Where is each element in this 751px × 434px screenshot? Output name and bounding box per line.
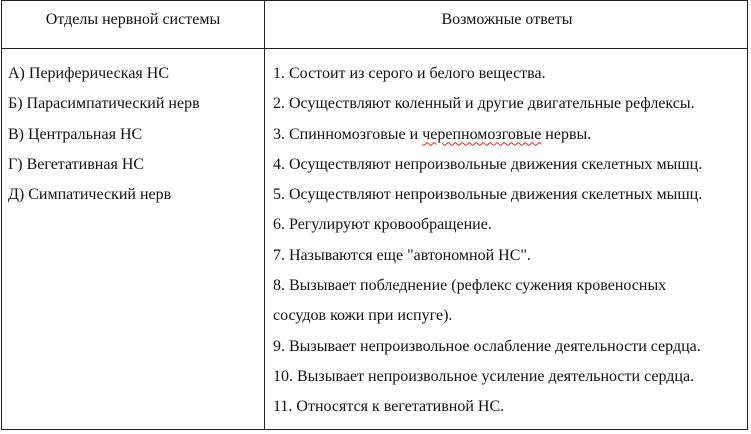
answer-item: 10. Вызывает непроизвольное усиление деятельности сердца. <box>273 367 695 385</box>
answer-item: 8. Вызывает побледнение (рефлекс сужения кровеносных сосудов кожи при испуге). <box>273 277 667 325</box>
header-sections: Отделы нервной системы <box>45 11 221 28</box>
spellcheck-word: черепномозговые <box>422 125 542 143</box>
answer-item: 4. Осуществляют непроизвольные движения скелетных мышц. <box>273 155 703 173</box>
answer-item <box>273 120 713 150</box>
matching-table <box>1 0 748 430</box>
answer-item: 11. Относятся к вегетативной НС. <box>273 398 505 416</box>
answer-item: 5. Осуществляют непроизвольные движения скелетных мышц. <box>273 186 703 204</box>
answer-item: 2. Осуществляют коленный и другие двигательные рефлексы. <box>273 95 695 113</box>
section-item: Д) Симпатический нерв <box>8 186 172 204</box>
answer-text: 3. Спинномозговые и <box>273 125 419 143</box>
answer-text: нервы. <box>545 125 592 143</box>
answer-item: 9. Вызывает непроизвольное ослабление деятельности сердца. <box>273 337 701 355</box>
answer-item: 6. Регулируют кровообращение. <box>273 216 492 234</box>
answer-item: 1. Состоит из серого и белого вещества. <box>273 65 546 82</box>
section-item: Б) Парасимпатический нерв <box>8 95 200 113</box>
column-divider <box>264 1 265 429</box>
answer-item: 7. Называются еще "автономной НС". <box>273 246 531 264</box>
section-item: В) Центральная НС <box>8 125 143 143</box>
header-answers: Возможные ответы <box>441 11 573 28</box>
answers-list <box>273 59 713 423</box>
header-divider <box>2 48 747 49</box>
section-item: А) Периферическая НС <box>8 65 169 82</box>
sections-list <box>8 59 200 210</box>
section-item: Г) Вегетативная НС <box>8 155 145 173</box>
